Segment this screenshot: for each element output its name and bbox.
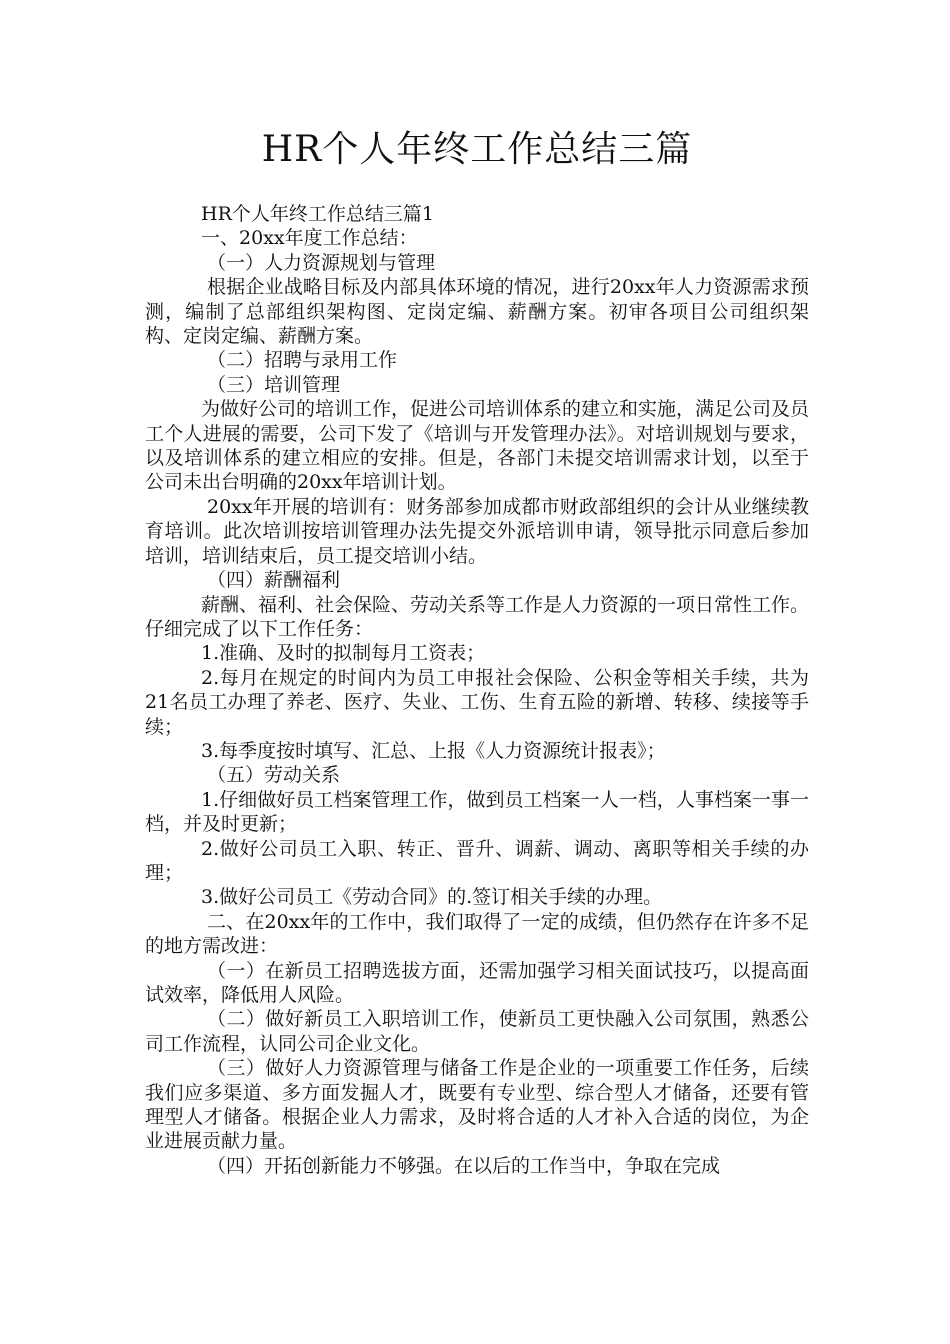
subsection-heading: （三）培训管理 xyxy=(207,373,341,396)
body-paragraph: 根据企业战略目标及内部具体环境的情况，进行20xx年人力资源需求预测，编制了总部组织架构图、定岗定编、薪酬方案。初审各项目公司组织架构、定岗定编、薪酬方案。 xyxy=(145,276,809,348)
body-paragraph: 为做好公司的培训工作，促进公司培训体系的建立和实施，满足公司及员工个人进展的需要，公司下发了《培训与开发管理办法》。对培训规划与要求，以及培训体系的建立相应的安排。但是，各部门未提交培训需求计划，以至于公司未出台明确的20xx年培训计划。 xyxy=(145,398,810,494)
body-paragraph: （一）在新员工招聘选拔方面，还需加强学习相关面试技巧，以提高面试效率，降低用人风险。 xyxy=(145,959,809,1006)
body-paragraph: 薪酬、福利、社会保险、劳动关系等工作是人力资源的一项日常性工作。仔细完成了以下工作任务： xyxy=(145,593,810,640)
section-heading: 二、在20xx年的工作中，我们取得了一定的成绩，但仍然存在许多不足的地方需改进： xyxy=(145,910,809,958)
body-paragraph: （三）做好人力资源管理与储备工作是企业的一项重要工作任务，后续我们应多渠道、多方面发掘人才，既要有专业型、综合型人才储备，还要有管理型人才储备。根据企业人力需求，及时将合适的人才补入合适的岗位，为企业进展贡献力量。 xyxy=(145,1057,809,1153)
list-item: 2.做好公司员工入职、转正、晋升、调薪、调动、离职等相关手续的办理； xyxy=(145,837,809,884)
document-title: HR个人年终工作总结三篇 xyxy=(261,129,693,170)
list-item: 3.做好公司员工《劳动合同》的.签订相关手续的办理。 xyxy=(201,886,663,909)
document-page xyxy=(145,120,809,1178)
section-heading: HR个人年终工作总结三篇1 xyxy=(201,203,434,225)
subsection-heading: （一）人力资源规划与管理 xyxy=(207,251,436,274)
subsection-heading: （五）劳动关系 xyxy=(207,764,341,787)
body-paragraph: （二）做好新员工入职培训工作，使新员工更快融入公司氛围，熟悉公司工作流程，认同公司企业文化。 xyxy=(145,1008,809,1055)
list-item: 2.每月在规定的时间内为员工申报社会保险、公积金等相关手续，共为21名员工办理了养老、医疗、失业、工伤、生育五险的新增、转移、续接等手续； xyxy=(145,666,809,738)
document-body xyxy=(145,202,809,1178)
body-paragraph: 20xx年开展的培训有：财务部参加成都市财政部组织的会计从业继续教育培训。此次培训按培训管理办法先提交外派培训申请，领导批示同意后参加培训，培训结束后，员工提交培训小结。 xyxy=(145,495,809,567)
list-item: 3.每季度按时填写、汇总、上报《人力资源统计报表》； xyxy=(201,739,666,762)
section-heading: 一、20xx年度工作总结： xyxy=(201,227,418,250)
subsection-heading: （四）薪酬福利 xyxy=(207,569,341,592)
subsection-heading: （二）招聘与录用工作 xyxy=(207,349,398,372)
list-item: 1.仔细做好员工档案管理工作，做到员工档案一人一档，人事档案一事一档，并及时更新； xyxy=(145,788,809,836)
list-item: 1.准确、及时的拟制每月工资表； xyxy=(201,642,486,665)
body-paragraph: （四）开拓创新能力不够强。在以后的工作当中，争取在完成 xyxy=(207,1154,721,1177)
